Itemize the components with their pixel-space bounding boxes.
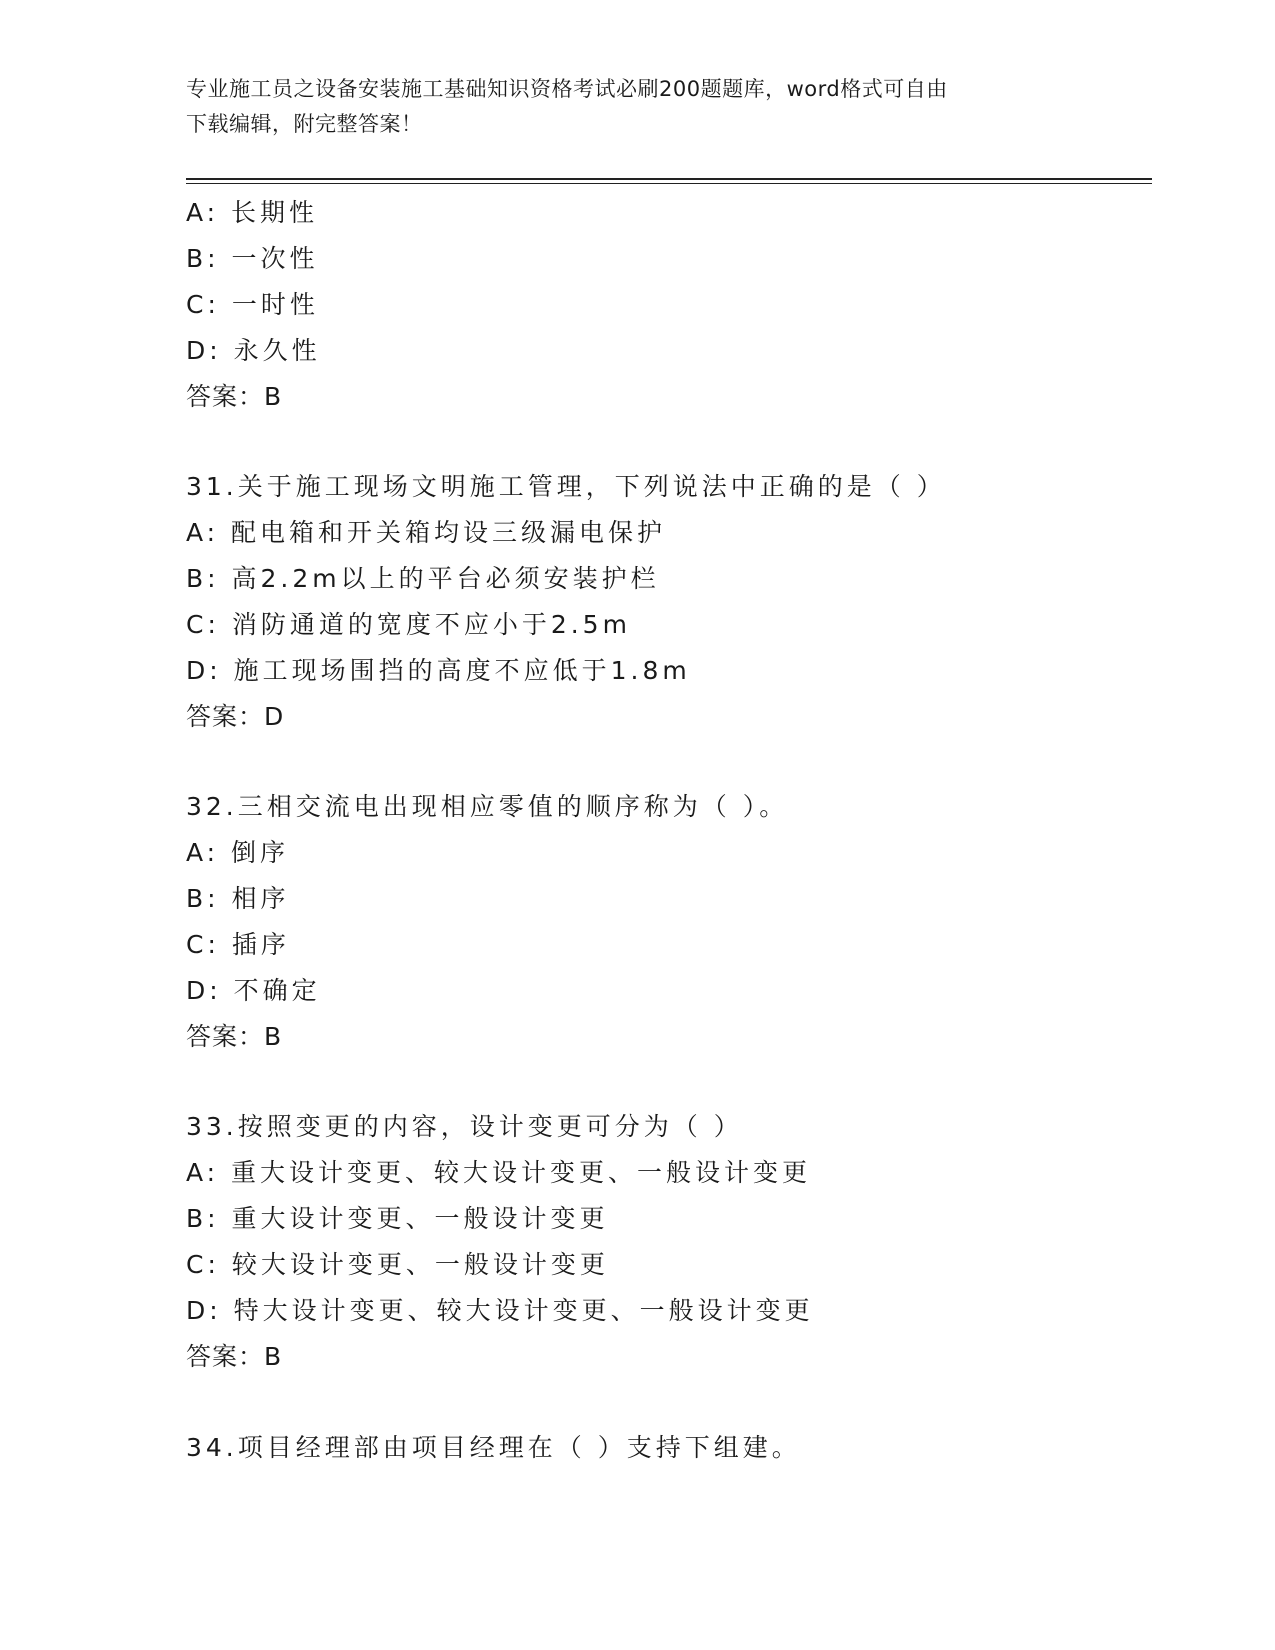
header-divider-thin <box>186 183 1152 184</box>
header-divider-thick <box>186 178 1152 180</box>
option-a: A: 配电箱和开关箱均设三级漏电保护 <box>186 518 667 547</box>
question-text: 31.关于施工现场文明施工管理，下列说法中正确的是（ ） <box>186 472 946 501</box>
answer: 答案：D <box>186 702 285 731</box>
question-33 <box>186 1104 1152 1380</box>
header-line-2: 下载编辑，附完整答案！ <box>186 112 423 136</box>
question-text: 34.项目经理部由项目经理在（ ）支持下组建。 <box>186 1433 801 1462</box>
question-31 <box>186 464 1152 740</box>
header-line-1: 专业施工员之设备安装施工基础知识资格考试必刷200题题库，word格式可自由 <box>186 77 948 101</box>
question-30 <box>186 190 1152 420</box>
question-text: 32.三相交流电出现相应零值的顺序称为（ ）。 <box>186 792 789 821</box>
answer: 答案：B <box>186 1022 283 1051</box>
answer: 答案：B <box>186 382 283 411</box>
question-34 <box>186 1425 1152 1471</box>
document-header <box>186 72 1086 142</box>
option-d: D: 特大设计变更、较大设计变更、一般设计变更 <box>186 1296 814 1325</box>
option-c: C: 较大设计变更、一般设计变更 <box>186 1250 609 1279</box>
option-d: D: 不确定 <box>186 976 321 1005</box>
question-32 <box>186 784 1152 1060</box>
question-text: 33.按照变更的内容，设计变更可分为（ ） <box>186 1112 743 1141</box>
option-b: B: 相序 <box>186 884 290 913</box>
question-list <box>186 190 1152 1471</box>
option-b: B: 重大设计变更、一般设计变更 <box>186 1204 609 1233</box>
option-b: B: 高2.2m以上的平台必须安装护栏 <box>186 564 660 593</box>
option-c: C: 消防通道的宽度不应小于2.5m <box>186 610 631 639</box>
option-c: C: 插序 <box>186 930 290 959</box>
option-a: A: 长期性 <box>186 198 319 227</box>
option-c: C: 一时性 <box>186 290 319 319</box>
option-b: B: 一次性 <box>186 244 319 273</box>
answer: 答案：B <box>186 1342 283 1371</box>
option-d: D: 施工现场围挡的高度不应低于1.8m <box>186 656 691 685</box>
option-d: D: 永久性 <box>186 336 321 365</box>
option-a: A: 重大设计变更、较大设计变更、一般设计变更 <box>186 1158 812 1187</box>
option-a: A: 倒序 <box>186 838 290 867</box>
